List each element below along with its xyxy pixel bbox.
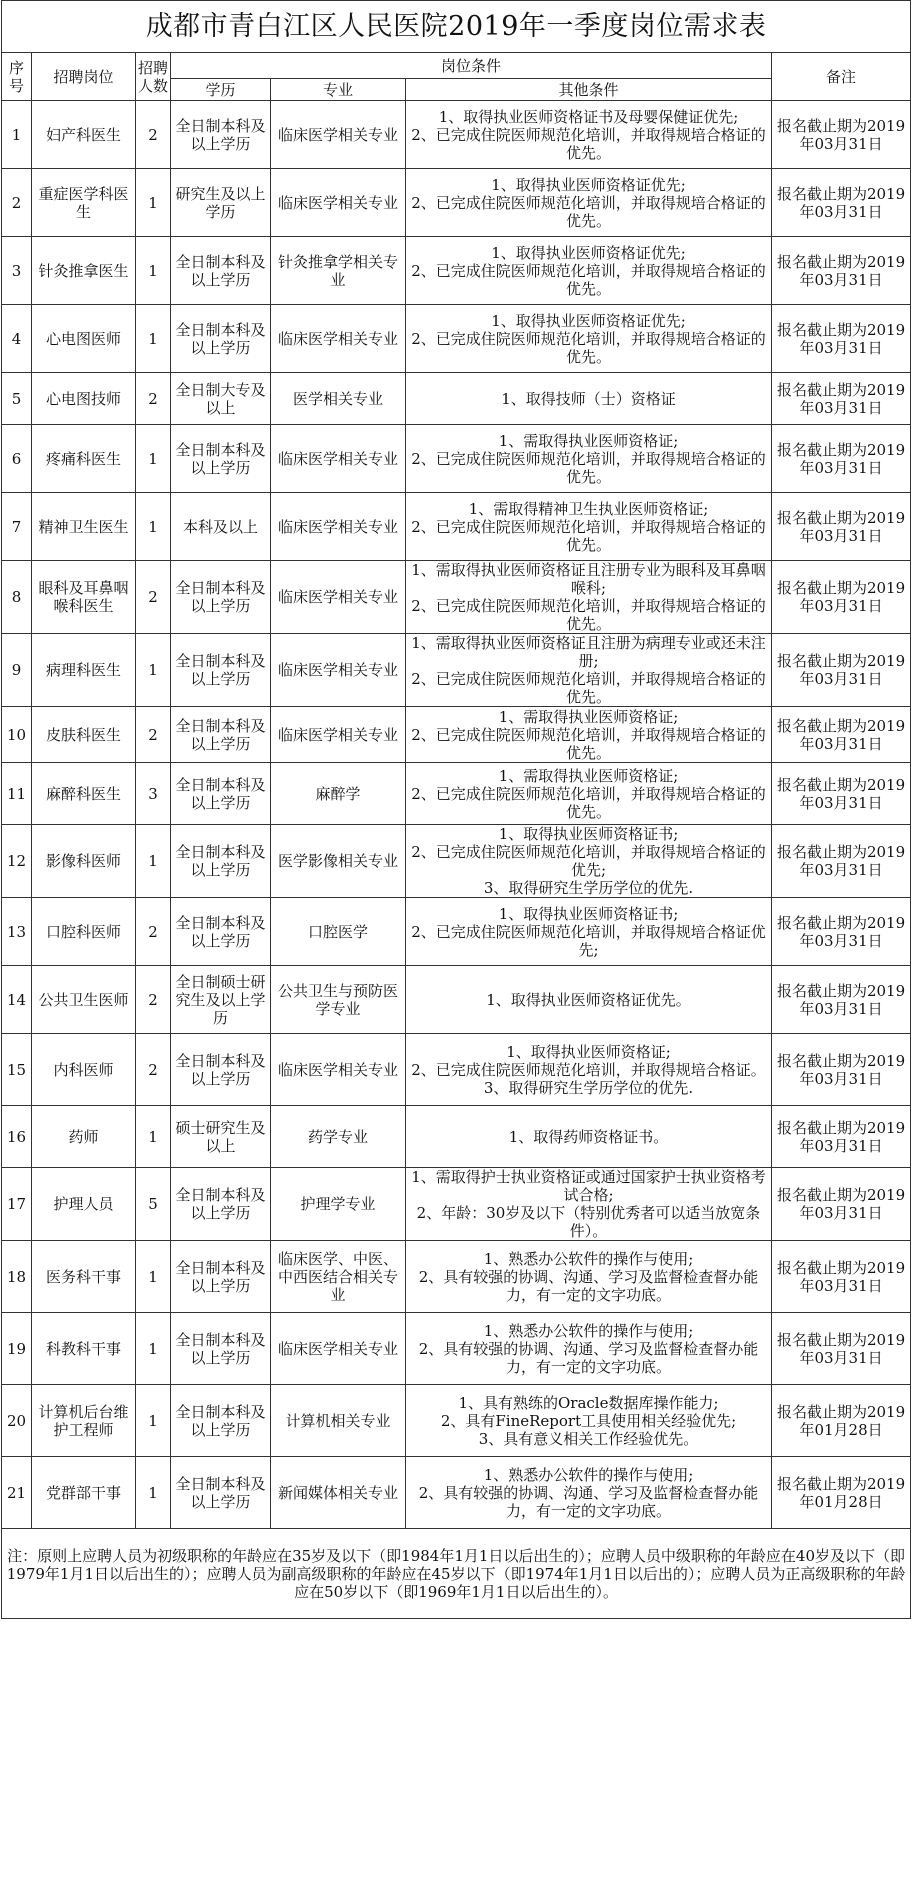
row-major: 临床医学相关专业 [271, 1313, 406, 1385]
row-education: 全日制本科及以上学历 [171, 561, 271, 634]
row-position: 医务科干事 [32, 1241, 136, 1313]
row-position: 影像科医师 [32, 825, 136, 898]
row-other-conditions [406, 305, 772, 373]
row-count: 2 [136, 707, 171, 763]
row-position: 内科医师 [32, 1034, 136, 1106]
row-education: 全日制本科及以上学历 [171, 1385, 271, 1457]
condition-line: 2、具有较强的协调、沟通、学习及监督检查督办能力，有一定的文字功底。 [418, 1483, 759, 1520]
table-row [2, 763, 911, 825]
row-seq: 14 [2, 966, 32, 1034]
header-position: 招聘岗位 [32, 53, 136, 101]
row-major: 公共卫生与预防医学专业 [271, 966, 406, 1034]
condition-line: 2、已完成住院医师规范化培训，并取得规培合格证的优先。 [411, 725, 766, 762]
condition-line: 2、具有较强的协调、沟通、学习及监督检查督办能力，有一定的文字功底。 [418, 1267, 759, 1304]
row-count: 2 [136, 561, 171, 634]
condition-line: 2、具有较强的协调、沟通、学习及监督检查督办能力，有一定的文字功底。 [418, 1339, 759, 1376]
table-row [2, 898, 911, 966]
row-major: 医学相关专业 [271, 373, 406, 425]
condition-line: 2、已完成住院医师规范化培训，并取得规培合格证的优先。 [411, 517, 766, 554]
row-seq: 16 [2, 1106, 32, 1168]
row-other-conditions [406, 1106, 772, 1168]
table-row [2, 634, 911, 707]
row-education: 全日制本科及以上学历 [171, 707, 271, 763]
table-row [2, 493, 911, 561]
row-other-conditions [406, 1313, 772, 1385]
row-count: 1 [136, 825, 171, 898]
row-education: 全日制本科及以上学历 [171, 898, 271, 966]
row-education: 研究生及以上学历 [171, 169, 271, 237]
condition-line: 1、熟悉办公软件的操作与使用; [483, 1465, 694, 1484]
row-other-conditions [406, 1385, 772, 1457]
row-education: 全日制本科及以上学历 [171, 1168, 271, 1241]
header-seq: 序号 [2, 53, 32, 101]
row-education: 全日制本科及以上学历 [171, 1457, 271, 1529]
row-seq: 3 [2, 237, 32, 305]
table-row [2, 1168, 911, 1241]
row-major: 临床医学相关专业 [271, 634, 406, 707]
row-seq: 1 [2, 101, 32, 169]
table-row [2, 425, 911, 493]
condition-line: 1、需取得护士执业资格证或通过国家护士执业资格考试合格; [411, 1168, 766, 1204]
row-seq: 18 [2, 1241, 32, 1313]
row-major: 临床医学相关专业 [271, 493, 406, 561]
condition-line: 3、取得研究生学历学位的优先. [483, 879, 694, 897]
row-major: 护理学专业 [271, 1168, 406, 1241]
row-seq: 17 [2, 1168, 32, 1241]
condition-line: 1、取得执业医师资格证书及母婴保健证优先; [438, 107, 739, 126]
row-seq: 12 [2, 825, 32, 898]
header-education: 学历 [171, 79, 271, 101]
row-other-conditions [406, 373, 772, 425]
row-remark: 报名截止期为2019年03月31日 [772, 707, 911, 763]
condition-line: 1、具有熟练的Oracle数据库操作能力; [458, 1393, 719, 1412]
condition-line: 2、已完成住院医师规范化培训，并取得规培合格证的优先。 [411, 329, 766, 366]
row-major: 针灸推拿学相关专业 [271, 237, 406, 305]
row-education: 全日制本科及以上学历 [171, 825, 271, 898]
row-seq: 11 [2, 763, 32, 825]
condition-line: 2、年龄：30岁及以下（特别优秀者可以适当放宽条件）。 [416, 1204, 761, 1240]
row-other-conditions [406, 493, 772, 561]
condition-line: 1、需取得执业医师资格证; [498, 707, 679, 726]
row-remark: 报名截止期为2019年03月31日 [772, 1106, 911, 1168]
condition-line: 1、熟悉办公软件的操作与使用; [483, 1321, 694, 1340]
row-count: 1 [136, 1241, 171, 1313]
row-education: 全日制本科及以上学历 [171, 305, 271, 373]
row-position: 疼痛科医生 [32, 425, 136, 493]
row-seq: 7 [2, 493, 32, 561]
header-remark: 备注 [772, 53, 911, 101]
row-position: 皮肤科医生 [32, 707, 136, 763]
row-position: 重症医学科医生 [32, 169, 136, 237]
condition-line: 1、取得执业医师资格证优先; [491, 243, 686, 262]
row-major: 临床医学相关专业 [271, 101, 406, 169]
row-education: 全日制本科及以上学历 [171, 237, 271, 305]
row-remark: 报名截止期为2019年03月31日 [772, 898, 911, 966]
table-row [2, 1313, 911, 1385]
row-position: 科教科干事 [32, 1313, 136, 1385]
row-education: 全日制本科及以上学历 [171, 634, 271, 707]
row-major: 临床医学相关专业 [271, 425, 406, 493]
row-other-conditions [406, 966, 772, 1034]
row-remark: 报名截止期为2019年03月31日 [772, 966, 911, 1034]
row-other-conditions [406, 1241, 772, 1313]
condition-line: 1、取得执业医师资格证书; [498, 904, 679, 923]
table-row [2, 1034, 911, 1106]
row-seq: 8 [2, 561, 32, 634]
row-education: 全日制本科及以上学历 [171, 101, 271, 169]
condition-line: 1、取得执业医师资格证; [506, 1042, 671, 1061]
row-count: 1 [136, 169, 171, 237]
row-remark: 报名截止期为2019年03月31日 [772, 561, 911, 634]
row-count: 2 [136, 1034, 171, 1106]
condition-line: 2、已完成住院医师规范化培训，并取得规培合格证。 [411, 1060, 766, 1079]
condition-line: 1、取得执业医师资格证优先; [491, 175, 686, 194]
table-row [2, 966, 911, 1034]
condition-line: 3、具有意义相关工作经验优先。 [478, 1429, 699, 1448]
row-count: 1 [136, 1106, 171, 1168]
row-position: 护理人员 [32, 1168, 136, 1241]
row-other-conditions [406, 101, 772, 169]
condition-line: 1、取得药师资格证书。 [508, 1127, 669, 1146]
table-row [2, 101, 911, 169]
condition-line: 2、已完成住院医师规范化培训，并取得规培合格证的优先。 [411, 125, 766, 162]
row-position: 针灸推拿医生 [32, 237, 136, 305]
row-position: 精神卫生医生 [32, 493, 136, 561]
row-other-conditions [406, 561, 772, 634]
row-remark: 报名截止期为2019年03月31日 [772, 1313, 911, 1385]
row-remark: 报名截止期为2019年03月31日 [772, 825, 911, 898]
row-position: 病理科医生 [32, 634, 136, 707]
row-position: 口腔科医师 [32, 898, 136, 966]
job-requirements-table [1, 0, 911, 1619]
footnote: 注：原则上应聘人员为初级职称的年龄应在35岁及以下（即1984年1月1日以后出生的）；应聘人员中级职称的年龄应在40岁及以下（即1979年1月1日以后出生的）；应聘人员为副高级职称的年龄应在45岁以下（即1974年1月1日以后出的）；应聘人员为正高级职称的年龄应在50岁以下（即1969年1月1日以后出生的）。 [2, 1529, 911, 1619]
row-position: 心电图医师 [32, 305, 136, 373]
row-major: 临床医学相关专业 [271, 305, 406, 373]
row-education: 全日制本科及以上学历 [171, 763, 271, 825]
condition-line: 1、取得执业医师资格证书; [498, 825, 679, 843]
row-other-conditions [406, 825, 772, 898]
row-other-conditions [406, 1168, 772, 1241]
row-other-conditions [406, 1034, 772, 1106]
row-count: 2 [136, 966, 171, 1034]
row-other-conditions [406, 763, 772, 825]
condition-line: 2、已完成住院医师规范化培训，并取得规培合格证的优先; [411, 843, 766, 879]
row-seq: 20 [2, 1385, 32, 1457]
row-remark: 报名截止期为2019年03月31日 [772, 237, 911, 305]
row-seq: 6 [2, 425, 32, 493]
condition-line: 2、已完成住院医师规范化培训，并取得规培合格证的优先。 [411, 449, 766, 486]
row-seq: 10 [2, 707, 32, 763]
row-count: 1 [136, 634, 171, 707]
header-count: 招聘人数 [136, 53, 171, 101]
row-count: 2 [136, 373, 171, 425]
condition-line: 1、取得执业医师资格证优先; [491, 311, 686, 330]
condition-line: 1、需取得执业医师资格证; [498, 431, 679, 450]
row-position: 眼科及耳鼻咽喉科医生 [32, 561, 136, 634]
row-seq: 2 [2, 169, 32, 237]
row-remark: 报名截止期为2019年03月31日 [772, 373, 911, 425]
row-education: 硕士研究生及以上 [171, 1106, 271, 1168]
table-row [2, 305, 911, 373]
header-conditions: 岗位条件 [171, 53, 772, 79]
condition-line: 1、需取得精神卫生执业医师资格证; [468, 499, 709, 518]
row-remark: 报名截止期为2019年03月31日 [772, 634, 911, 707]
row-education: 全日制大专及以上 [171, 373, 271, 425]
row-count: 1 [136, 493, 171, 561]
row-major: 新闻媒体相关专业 [271, 1457, 406, 1529]
row-position: 药师 [32, 1106, 136, 1168]
row-seq: 4 [2, 305, 32, 373]
condition-line: 1、取得执业医师资格证优先。 [486, 990, 691, 1009]
row-seq: 13 [2, 898, 32, 966]
row-other-conditions [406, 237, 772, 305]
table-row [2, 1106, 911, 1168]
table-row [2, 237, 911, 305]
row-education: 全日制本科及以上学历 [171, 425, 271, 493]
row-count: 1 [136, 1385, 171, 1457]
row-count: 3 [136, 763, 171, 825]
row-position: 计算机后台维护工程师 [32, 1385, 136, 1457]
table-row [2, 1385, 911, 1457]
row-count: 1 [136, 425, 171, 493]
row-remark: 报名截止期为2019年03月31日 [772, 763, 911, 825]
row-remark: 报名截止期为2019年03月31日 [772, 1241, 911, 1313]
row-position: 麻醉科医生 [32, 763, 136, 825]
row-education: 本科及以上 [171, 493, 271, 561]
row-other-conditions [406, 425, 772, 493]
row-position: 心电图技师 [32, 373, 136, 425]
table-row [2, 169, 911, 237]
row-seq: 19 [2, 1313, 32, 1385]
condition-line: 2、具有FineReport工具使用相关经验优先; [440, 1411, 737, 1430]
row-major: 临床医学相关专业 [271, 561, 406, 634]
row-remark: 报名截止期为2019年01月28日 [772, 1457, 911, 1529]
condition-line: 1、取得技师（士）资格证 [501, 389, 676, 408]
note-row [2, 1529, 911, 1619]
row-count: 1 [136, 237, 171, 305]
condition-line: 2、已完成住院医师规范化培训，并取得规培合格证的优先。 [411, 261, 766, 298]
row-remark: 报名截止期为2019年03月31日 [772, 169, 911, 237]
condition-line: 1、需取得执业医师资格证; [498, 766, 679, 785]
row-education: 全日制本科及以上学历 [171, 1034, 271, 1106]
row-remark: 报名截止期为2019年03月31日 [772, 305, 911, 373]
condition-line: 2、已完成住院医师规范化培训，并取得规培合格证的优先。 [411, 193, 766, 230]
table-row [2, 1241, 911, 1313]
row-education: 全日制本科及以上学历 [171, 1241, 271, 1313]
condition-line: 2、已完成住院医师规范化培训，并取得规培合格证的优先。 [411, 784, 766, 821]
header-major: 专业 [271, 79, 406, 101]
row-remark: 报名截止期为2019年03月31日 [772, 1168, 911, 1241]
row-position: 妇产科医生 [32, 101, 136, 169]
row-major: 药学专业 [271, 1106, 406, 1168]
condition-line: 1、熟悉办公软件的操作与使用; [483, 1249, 694, 1268]
row-count: 1 [136, 1313, 171, 1385]
row-other-conditions [406, 1457, 772, 1529]
row-major: 计算机相关专业 [271, 1385, 406, 1457]
row-count: 2 [136, 898, 171, 966]
condition-line: 1、需取得执业医师资格证且注册专业为眼科及耳鼻咽喉科; [411, 561, 766, 597]
row-seq: 21 [2, 1457, 32, 1529]
row-remark: 报名截止期为2019年03月31日 [772, 1034, 911, 1106]
table-row [2, 707, 911, 763]
job-requirements-sheet [1, 0, 910, 1880]
row-other-conditions [406, 634, 772, 707]
row-remark: 报名截止期为2019年03月31日 [772, 493, 911, 561]
row-education: 全日制硕士研究生及以上学历 [171, 966, 271, 1034]
row-seq: 5 [2, 373, 32, 425]
condition-line: 2、已完成住院医师规范化培训，并取得规培合格证的优先。 [411, 670, 766, 706]
row-major: 麻醉学 [271, 763, 406, 825]
row-major: 临床医学相关专业 [271, 1034, 406, 1106]
row-major: 临床医学相关专业 [271, 707, 406, 763]
row-count: 5 [136, 1168, 171, 1241]
condition-line: 3、取得研究生学历学位的优先. [483, 1078, 694, 1097]
row-count: 1 [136, 305, 171, 373]
header-other: 其他条件 [406, 79, 772, 101]
row-major: 医学影像相关专业 [271, 825, 406, 898]
table-row [2, 1457, 911, 1529]
row-remark: 报名截止期为2019年03月31日 [772, 101, 911, 169]
row-education: 全日制本科及以上学历 [171, 1313, 271, 1385]
row-remark: 报名截止期为2019年01月28日 [772, 1385, 911, 1457]
condition-line: 2、已完成住院医师规范化培训，并取得规培合格证的优先。 [411, 597, 766, 633]
row-position: 党群部干事 [32, 1457, 136, 1529]
table-row [2, 561, 911, 634]
row-major: 临床医学、中医、中西医结合相关专业 [271, 1241, 406, 1313]
row-other-conditions [406, 707, 772, 763]
row-other-conditions [406, 898, 772, 966]
row-major: 临床医学相关专业 [271, 169, 406, 237]
table-row [2, 825, 911, 898]
condition-line: 1、需取得执业医师资格证且注册为病理专业或还未注册; [411, 634, 766, 670]
row-count: 1 [136, 1457, 171, 1529]
page-title: 成都市青白江区人民医院2019年一季度岗位需求表 [2, 1, 911, 53]
row-other-conditions [406, 169, 772, 237]
row-count: 2 [136, 101, 171, 169]
row-position: 公共卫生医师 [32, 966, 136, 1034]
row-seq: 9 [2, 634, 32, 707]
condition-line: 2、已完成住院医师规范化培训，并取得规培合格证优先; [411, 922, 766, 959]
row-remark: 报名截止期为2019年03月31日 [772, 425, 911, 493]
table-row [2, 373, 911, 425]
row-major: 口腔医学 [271, 898, 406, 966]
row-seq: 15 [2, 1034, 32, 1106]
